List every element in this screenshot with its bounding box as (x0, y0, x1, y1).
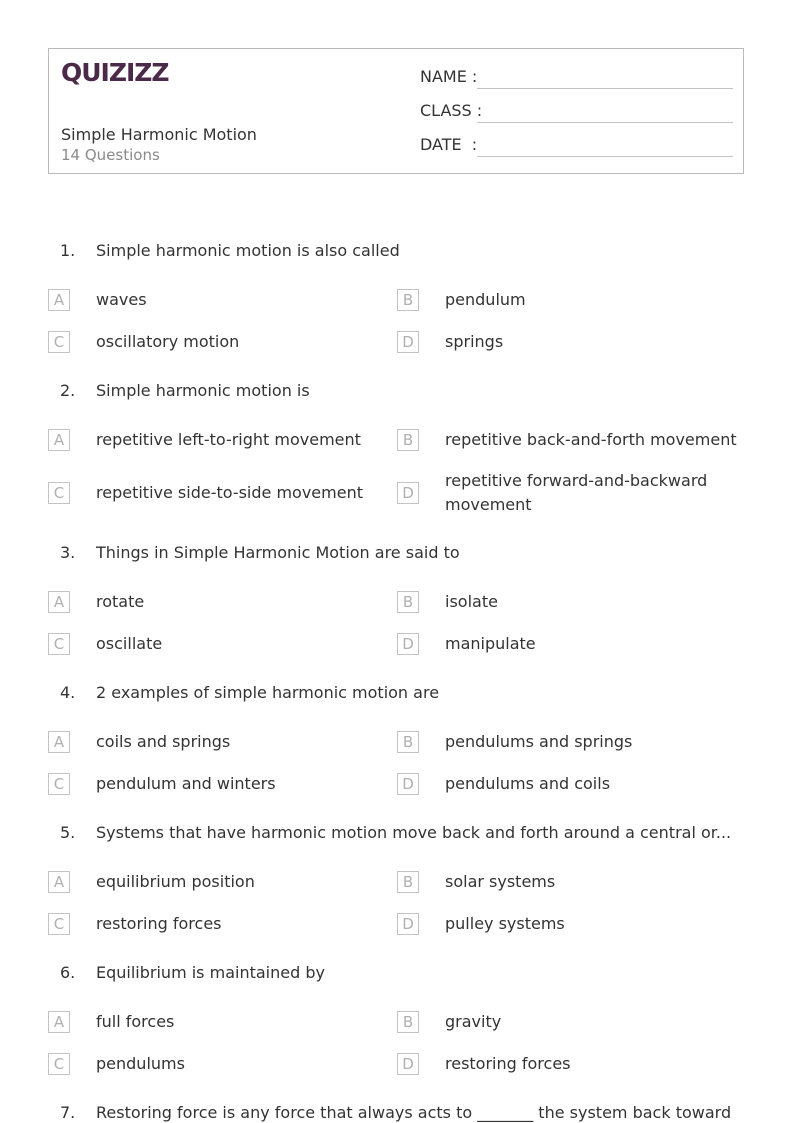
option-c-text: oscillatory motion (96, 332, 240, 351)
name-label: NAME : (420, 67, 478, 86)
option-d-text: springs (445, 332, 504, 351)
option-a-text: coils and springs (96, 732, 231, 751)
question-number: 2. (60, 381, 76, 400)
option-d-badge[interactable]: D (397, 633, 419, 655)
option-b-badge[interactable]: B (397, 429, 419, 451)
option-b-badge[interactable]: B (397, 731, 419, 753)
question-number: 7. (60, 1103, 76, 1122)
question-number: 1. (60, 241, 76, 260)
option-c-text: pendulums (96, 1054, 185, 1073)
option-b-badge[interactable]: B (397, 1011, 419, 1033)
question-text: 2 examples of simple harmonic motion are (96, 683, 440, 702)
question-text: Systems that have harmonic motion move back and forth around a central or... (96, 823, 732, 842)
option-b-text: isolate (445, 592, 498, 611)
option-b-text: solar systems (445, 872, 556, 891)
option-a-badge[interactable]: A (48, 871, 70, 893)
option-d-text: pulley systems (445, 914, 565, 933)
name-field[interactable] (420, 67, 733, 89)
option-c-badge[interactable]: C (48, 913, 70, 935)
option-c-text: repetitive side-to-side movement (96, 483, 363, 502)
option-d-text-line2: movement (445, 495, 532, 514)
date-field[interactable] (420, 135, 733, 157)
option-a-badge[interactable]: A (48, 731, 70, 753)
option-a-text: repetitive left-to-right movement (96, 430, 361, 449)
option-d-badge[interactable]: D (397, 482, 419, 504)
option-c-text: oscillate (96, 634, 163, 653)
worksheet-title: Simple Harmonic Motion (61, 125, 257, 144)
option-a-text: equilibrium position (96, 872, 255, 891)
name-line[interactable] (477, 88, 733, 89)
option-b-badge[interactable]: B (397, 871, 419, 893)
option-b-text: gravity (445, 1012, 502, 1031)
question-text: Equilibrium is maintained by (96, 963, 325, 982)
quizizz-logo: QUIZIZZ (61, 58, 169, 87)
option-c-badge[interactable]: C (48, 773, 70, 795)
option-b-badge[interactable]: B (397, 289, 419, 311)
question-number: 5. (60, 823, 76, 842)
option-c-text: pendulum and winters (96, 774, 276, 793)
class-line[interactable] (477, 122, 733, 123)
option-a-badge[interactable]: A (48, 1011, 70, 1033)
question-number: 3. (60, 543, 76, 562)
question-number: 6. (60, 963, 76, 982)
option-c-badge[interactable]: C (48, 331, 70, 353)
option-c-badge[interactable]: C (48, 633, 70, 655)
option-b-text: pendulums and springs (445, 732, 633, 751)
option-d-text: manipulate (445, 634, 536, 653)
class-label: CLASS : (420, 101, 483, 120)
question-number: 4. (60, 683, 76, 702)
question-text: Simple harmonic motion is also called (96, 241, 400, 260)
option-a-badge[interactable]: A (48, 429, 70, 451)
question-text: Simple harmonic motion is (96, 381, 310, 400)
option-d-text: restoring forces (445, 1054, 571, 1073)
option-a-text: rotate (96, 592, 145, 611)
question-text: Restoring force is any force that always acts to _______ the system back toward (96, 1103, 732, 1122)
option-b-text: repetitive back-and-forth movement (445, 430, 737, 449)
question-count: 14 Questions (61, 146, 160, 164)
option-b-badge[interactable]: B (397, 591, 419, 613)
option-c-badge[interactable]: C (48, 1053, 70, 1075)
date-label: DATE : (420, 135, 478, 154)
worksheet-header (48, 48, 744, 174)
option-a-badge[interactable]: A (48, 591, 70, 613)
option-a-text: waves (96, 290, 147, 309)
option-d-badge[interactable]: D (397, 1053, 419, 1075)
option-d-text-line1: repetitive forward-and-backward (445, 471, 708, 490)
class-field[interactable] (420, 101, 733, 123)
option-a-badge[interactable]: A (48, 289, 70, 311)
date-line[interactable] (477, 156, 733, 157)
option-d-badge[interactable]: D (397, 773, 419, 795)
question-text: Things in Simple Harmonic Motion are said to (96, 543, 460, 562)
option-d-badge[interactable]: D (397, 331, 419, 353)
option-b-text: pendulum (445, 290, 526, 309)
option-c-text: restoring forces (96, 914, 222, 933)
option-c-badge[interactable]: C (48, 482, 70, 504)
option-d-badge[interactable]: D (397, 913, 419, 935)
option-d-text: pendulums and coils (445, 774, 611, 793)
option-a-text: full forces (96, 1012, 175, 1031)
